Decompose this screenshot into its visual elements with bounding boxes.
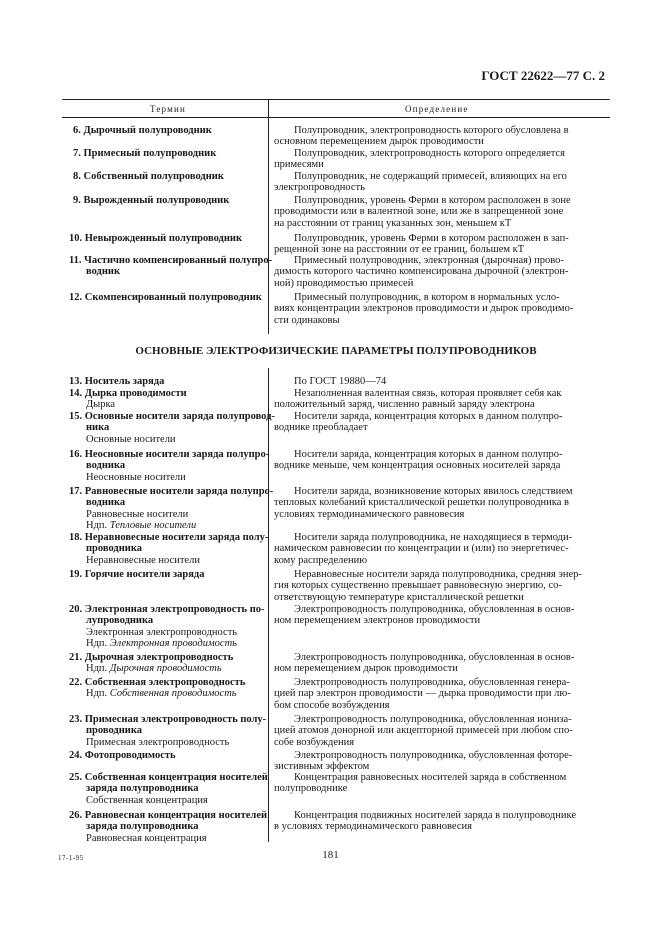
- term-entry: [62, 486, 274, 531]
- term-line: заряда полупроводника: [86, 821, 199, 833]
- term-entry: [62, 604, 267, 649]
- section-title: ОСНОВНЫЕ ЭЛЕКТРОФИЗИЧЕСКИЕ ПАРАМЕТРЫ ПОЛУПРОВОДНИКОВ: [135, 345, 537, 357]
- non-recommended-term: Дырочная проводимость: [109, 663, 222, 675]
- term-line: Электронная электропроводность: [86, 626, 238, 638]
- term-entry: [62, 677, 267, 700]
- definition-line: димость которого частично компенсирована дырочной (электрон-: [274, 266, 569, 278]
- term-line: Ндп.: [86, 519, 110, 531]
- definition-line: воднике преобладает: [274, 422, 368, 434]
- term-entry: [62, 376, 267, 387]
- term-line: 20. Электронная электропроводность по-: [69, 604, 265, 615]
- term-line: 24. Фотопроводимость: [69, 750, 176, 761]
- term-line: Неравновесные носители: [86, 554, 200, 566]
- term-line: водника: [86, 460, 126, 472]
- definition-entry: [274, 376, 610, 387]
- definition-line: Электропроводность полупроводника, обусловленная в основ-: [294, 652, 575, 663]
- term-line: проводника: [86, 725, 142, 737]
- definition-entry: [274, 810, 610, 833]
- definition-line: бом способе возбуждения: [274, 699, 390, 711]
- definition-line: Электропроводность полупроводника, обусловленная иониза-: [294, 714, 572, 725]
- definition-line: цией атомов донорной или акцепторной примесей при любом спо-: [274, 725, 573, 737]
- term-line: 9. Вырожденный полупроводник: [73, 195, 230, 206]
- definition-line: Носители заряда, концентрация которых в данном полупро-: [294, 449, 563, 460]
- definition-line: Концентрация подвижных носителей заряда в полупроводнике: [294, 810, 577, 821]
- term-entry: [62, 569, 267, 580]
- definition-line: в условиях термодинамического равновесия: [274, 821, 472, 833]
- definition-line: Электропроводность полупроводника, обусловленная фоторе-: [294, 750, 573, 761]
- term-line: Равновесные носители: [86, 508, 189, 520]
- term-entry: [62, 532, 267, 566]
- term-line: 18. Неравновесные носители заряда полу-: [69, 532, 269, 543]
- term-line: Дырка: [86, 399, 116, 411]
- definition-entry: [274, 486, 610, 520]
- term-line: 22. Собственная электропроводность: [69, 677, 246, 688]
- term-line: Ндп.: [86, 688, 110, 700]
- term-line: лупроводника: [86, 615, 154, 627]
- term-entry: [62, 171, 267, 182]
- term-line: [62, 520, 267, 531]
- definition-line: Концентрация равновесных носителей заряда в собственном: [294, 772, 567, 783]
- term-line: 19. Горячие носители заряда: [69, 569, 205, 580]
- term-entry: [62, 652, 267, 675]
- term-line: [62, 638, 267, 649]
- term-line: Собственная концентрация: [86, 794, 208, 806]
- definition-line: зистивным эффектом: [274, 761, 370, 773]
- definition-line: сти одинаковы: [274, 314, 340, 326]
- definition-line: Полупроводник, не содержащий примесей, влияющих на его: [294, 171, 567, 182]
- term-line: 14. Дырка проводимости: [69, 388, 187, 399]
- term-line: Примесная электропроводность: [86, 736, 230, 748]
- definition-entry: [274, 125, 610, 148]
- term-entry: [62, 148, 267, 159]
- term-line: 6. Дырочный полупроводник: [73, 125, 212, 136]
- footer-code: 17-1-95: [58, 854, 84, 862]
- definition-line: электропроводность: [274, 182, 365, 194]
- non-recommended-term: Собственная проводимость: [109, 688, 237, 700]
- definition-entry: [274, 255, 610, 289]
- definition-line: Полупроводник, уровень Ферми в котором расположен в зап-: [294, 233, 569, 244]
- definition-entry: [274, 569, 610, 603]
- definition-line: гия которых существенно превышает равновесную энергию, со-: [274, 580, 562, 592]
- term-line: Ндп.: [86, 663, 110, 675]
- definition-line: условиях термодинамического равновесия: [274, 508, 465, 520]
- definition-entry: [274, 411, 610, 434]
- definition-line: основном перемещением дырок проводимости: [274, 136, 484, 148]
- term-entry: [62, 233, 267, 244]
- definition-line: Электропроводность полупроводника, обусловленная в основ-: [294, 604, 575, 615]
- definition-line: Полупроводник, уровень Ферми в котором расположен в зоне: [294, 195, 571, 206]
- term-entry: [62, 411, 275, 445]
- definition-line: Примесный полупроводник, в котором в нормальных усло-: [294, 292, 560, 303]
- definition-line: на расстоянии от границ указанных зон, меньшем кТ: [274, 217, 512, 229]
- definition-line: ответствующую температуре кристаллической решетки: [274, 591, 524, 603]
- term-entry: [62, 449, 270, 483]
- definition-line: собе возбуждения: [274, 736, 355, 748]
- definition-entry: [274, 388, 610, 411]
- definition-line: Носители заряда, концентрация которых в данном полупро-: [294, 411, 563, 422]
- term-entry: [62, 195, 267, 206]
- term-line: ника: [86, 422, 110, 434]
- term-line: 23. Примесная электропроводность полу-: [69, 714, 267, 725]
- term-line: 8. Собственный полупроводник: [73, 171, 224, 182]
- term-entry: [62, 714, 267, 748]
- term-entry: [62, 750, 267, 761]
- definition-entry: [274, 604, 610, 627]
- definition-entry: [274, 292, 610, 326]
- term-line: 7. Примесный полупроводник: [73, 148, 217, 159]
- term-line: 11. Частично компенсированный полупро-: [69, 255, 273, 266]
- term-line: 13. Носитель заряда: [69, 376, 165, 387]
- definition-line: виях концентрации электронов проводимости и дырок проводимо-: [274, 303, 574, 315]
- term-line: 25. Собственная концентрация носителей: [69, 772, 268, 783]
- definition-entry: [274, 233, 610, 256]
- term-line: Ндп.: [86, 637, 110, 649]
- term-line: Равновесная концентрация: [86, 832, 207, 844]
- term-entry: [62, 810, 267, 844]
- page-number: 181: [322, 849, 339, 861]
- non-recommended-term: Тепловые носители: [109, 519, 197, 531]
- gost-header-title: ГОСТ 22622—77 С. 2: [481, 68, 605, 83]
- term-line: проводника: [86, 543, 142, 555]
- term-line: 17. Равновесные носители заряда полупро-: [69, 486, 274, 497]
- definition-entry: [274, 195, 610, 229]
- term-entry: [62, 388, 267, 411]
- column-divider-top: [268, 99, 269, 334]
- definition-line: воднике меньше, чем концентрация основных носителей заряда: [274, 460, 561, 472]
- definition-entry: [274, 148, 610, 171]
- term-entry: [62, 125, 267, 136]
- definition-line: ном перемещением электронов проводимости: [274, 615, 481, 627]
- term-line: Основные носители: [86, 433, 176, 445]
- definition-line: По ГОСТ 19880—74: [294, 376, 387, 387]
- term-line: 16. Неосновные носители заряда полупро-: [69, 449, 270, 460]
- definition-line: рещенной зоне на расстоянии от ее границ, большем кТ: [274, 244, 525, 256]
- term-line: водника: [86, 497, 126, 509]
- definition-entry: [274, 750, 610, 773]
- term-line: [62, 663, 267, 674]
- definition-line: ном перемещением дырок проводимости: [274, 663, 458, 675]
- definition-line: Полупроводник, электропроводность которого определяется: [294, 148, 565, 159]
- definition-line: Носители заряда полупроводника, не находящиеся в термоди-: [294, 532, 573, 543]
- definition-line: ной) проводимостью примесей: [274, 277, 414, 289]
- term-line: 10. Невырожденный полупроводник: [69, 233, 243, 244]
- term-entry: [62, 292, 267, 303]
- term-line: 21. Дырочная электропроводность: [69, 652, 234, 663]
- column-header-terms: Термин: [150, 104, 187, 114]
- definition-line: Неравновесные носители заряда полупроводника, средняя энер-: [294, 569, 582, 580]
- term-line: [62, 688, 267, 699]
- definition-entry: [274, 677, 610, 711]
- definition-entry: [274, 171, 610, 194]
- definition-line: цией пар электрон проводимости — дырка проводимости при лю-: [274, 688, 571, 700]
- definition-line: Незаполненная валентная связь, которая проявляет себя как: [294, 388, 562, 399]
- definition-entry: [274, 714, 610, 748]
- definition-entry: [274, 652, 610, 675]
- definition-line: Носители заряда, возникновение которых явилось следствием: [294, 486, 573, 497]
- definition-entry: [274, 449, 610, 472]
- column-header-definition: Определение: [405, 104, 469, 114]
- definition-line: Примесный полупроводник, электронная (дырочная) прово-: [294, 255, 564, 266]
- column-divider-bottom: [268, 368, 269, 842]
- definition-line: положительный заряд, численно равный заряду электрона: [274, 399, 535, 411]
- definition-line: Полупроводник, электропроводность которого обусловлена в: [294, 125, 569, 136]
- definition-line: полупроводнике: [274, 783, 348, 795]
- term-line: Неосновные носители: [86, 471, 186, 483]
- term-entry: [62, 772, 267, 806]
- term-line: 15. Основные носители заряда полупровод-: [69, 411, 275, 422]
- definition-line: тепловых колебаний кристаллической решетки полупроводника в: [274, 497, 569, 509]
- definition-entry: [274, 532, 610, 566]
- non-recommended-term: Электронная проводимость: [109, 637, 237, 649]
- definition-line: проводимости или в валентной зоне, или же в запрещенной зоне: [274, 206, 564, 218]
- definition-entry: [274, 772, 610, 795]
- table-header-rule: [62, 117, 610, 118]
- term-line: 12. Скомпенсированный полупроводник: [69, 292, 262, 303]
- definition-line: примесями: [274, 159, 324, 171]
- term-entry: [62, 255, 273, 278]
- definition-line: Электропроводность полупроводника, обусловленная генера-: [294, 677, 570, 688]
- term-line: 26. Равновесная концентрация носителей: [69, 810, 268, 821]
- term-line: заряда полупроводника: [86, 783, 199, 795]
- table-top-rule: [62, 99, 610, 100]
- definition-line: намическом равновесии по концентрации и (или) по энергетичес-: [274, 543, 569, 555]
- definition-line: кому распределению: [274, 554, 368, 566]
- term-line: водник: [86, 266, 121, 278]
